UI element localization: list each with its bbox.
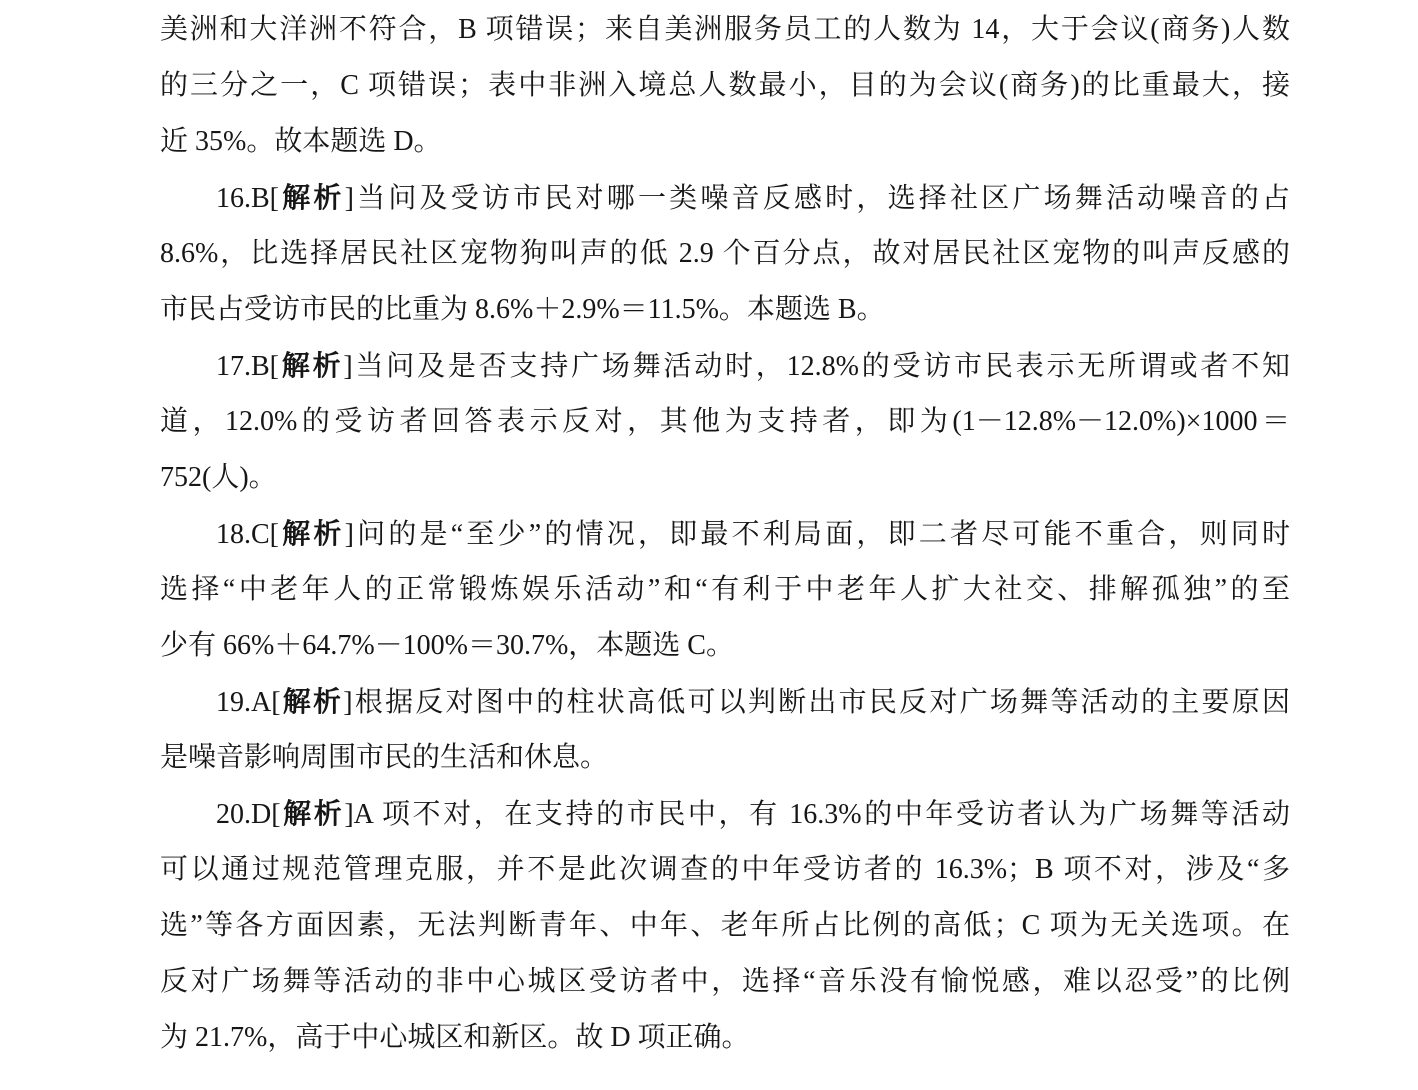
text-run: 美洲和大洋洲不符合，B 项错误；来自美洲服务员工的人数为 14，大于会议(商务)人数 [160,14,1290,45]
text-line [160,394,1290,450]
text-line [160,450,1290,506]
text-line [160,170,1290,226]
text-line [160,842,1290,898]
text-run: 近 35%。故本题选 D。 [160,126,442,157]
text-run: 是噪音影响周围市民的生活和休息。 [160,742,609,773]
text-run: 可以通过规范管理克服，并不是此次调查的中年受访者的 16.3%；B 项不对，涉及“多 [160,854,1290,885]
text-run: 道，12.0%的受访者回答表示反对，其他为支持者，即为(1－12.8%－12.0%)×1000＝ [160,406,1290,437]
analysis-label: 解析 [280,798,345,829]
paragraph-answer-20 [160,786,1290,1066]
text-run: 18.C[ [216,519,279,550]
text-line [160,338,1290,394]
text-run: 为 21.7%，高于中心城区和新区。故 D 项正确。 [160,1022,750,1053]
text-line [160,618,1290,674]
text-line [160,226,1290,282]
analysis-label: 解析 [279,182,345,213]
paragraph-answer-18 [160,506,1290,674]
text-line [160,786,1290,842]
text-line [160,506,1290,562]
text-run: 17.B[ [216,351,279,382]
text-run: ]问的是“至少”的情况，即最不利局面，即二者尽可能不重合，则同时 [344,519,1290,550]
text-line [160,562,1290,618]
text-line [160,114,1290,170]
text-line [160,2,1290,58]
text-run: ]当问及是否支持广场舞活动时，12.8%的受访市民表示无所谓或者不知 [343,351,1290,382]
analysis-label: 解析 [280,686,344,717]
text-line [160,1010,1290,1066]
text-run: 16.B[ [216,183,279,214]
text-run: 反对广场舞等活动的非中心城区受访者中，选择“音乐没有愉悦感，难以忍受”的比例 [160,966,1290,997]
text-line [160,954,1290,1010]
text-run: 752(人)。 [160,462,277,493]
text-run: 的三分之一，C 项错误；表中非洲入境总人数最小，目的为会议(商务)的比重最大，接 [160,70,1290,101]
text-run: 少有 66%＋64.7%－100%＝30.7%，本题选 C。 [160,630,734,661]
text-line [160,674,1290,730]
text-line [160,730,1290,786]
text-run: 19.A[ [216,687,281,718]
text-line [160,58,1290,114]
analysis-label: 解析 [279,350,344,381]
text-run: 选”等各方面因素，无法判断青年、中年、老年所占比例的高低；C 项为无关选项。在 [160,910,1290,941]
paragraph-answer-17 [160,338,1290,506]
text-run: 20.D[ [216,799,281,830]
paragraph-continuation-of-previous-answer [160,2,1290,170]
text-line [160,898,1290,954]
text-run: 8.6%，比选择居民社区宠物狗叫声的低 2.9 个百分点，故对居民社区宠物的叫声反感的 [160,238,1290,269]
text-run: ]当问及受访市民对哪一类噪音反感时，选择社区广场舞活动噪音的占 [344,183,1290,214]
text-run: 选择“中老年人的正常锻炼娱乐活动”和“有利于中老年人扩大社交、排解孤独”的至 [160,574,1290,605]
text-run: ]根据反对图中的柱状高低可以判断出市民反对广场舞等活动的主要原因 [343,687,1290,718]
paragraph-answer-16 [160,170,1290,338]
text-run: ]A 项不对，在支持的市民中，有 16.3%的中年受访者认为广场舞等活动 [344,799,1290,830]
analysis-label: 解析 [279,518,345,549]
text-line [160,282,1290,338]
text-run: 市民占受访市民的比重为 8.6%＋2.9%＝11.5%。本题选 B。 [160,294,885,325]
paragraph-answer-19 [160,674,1290,786]
